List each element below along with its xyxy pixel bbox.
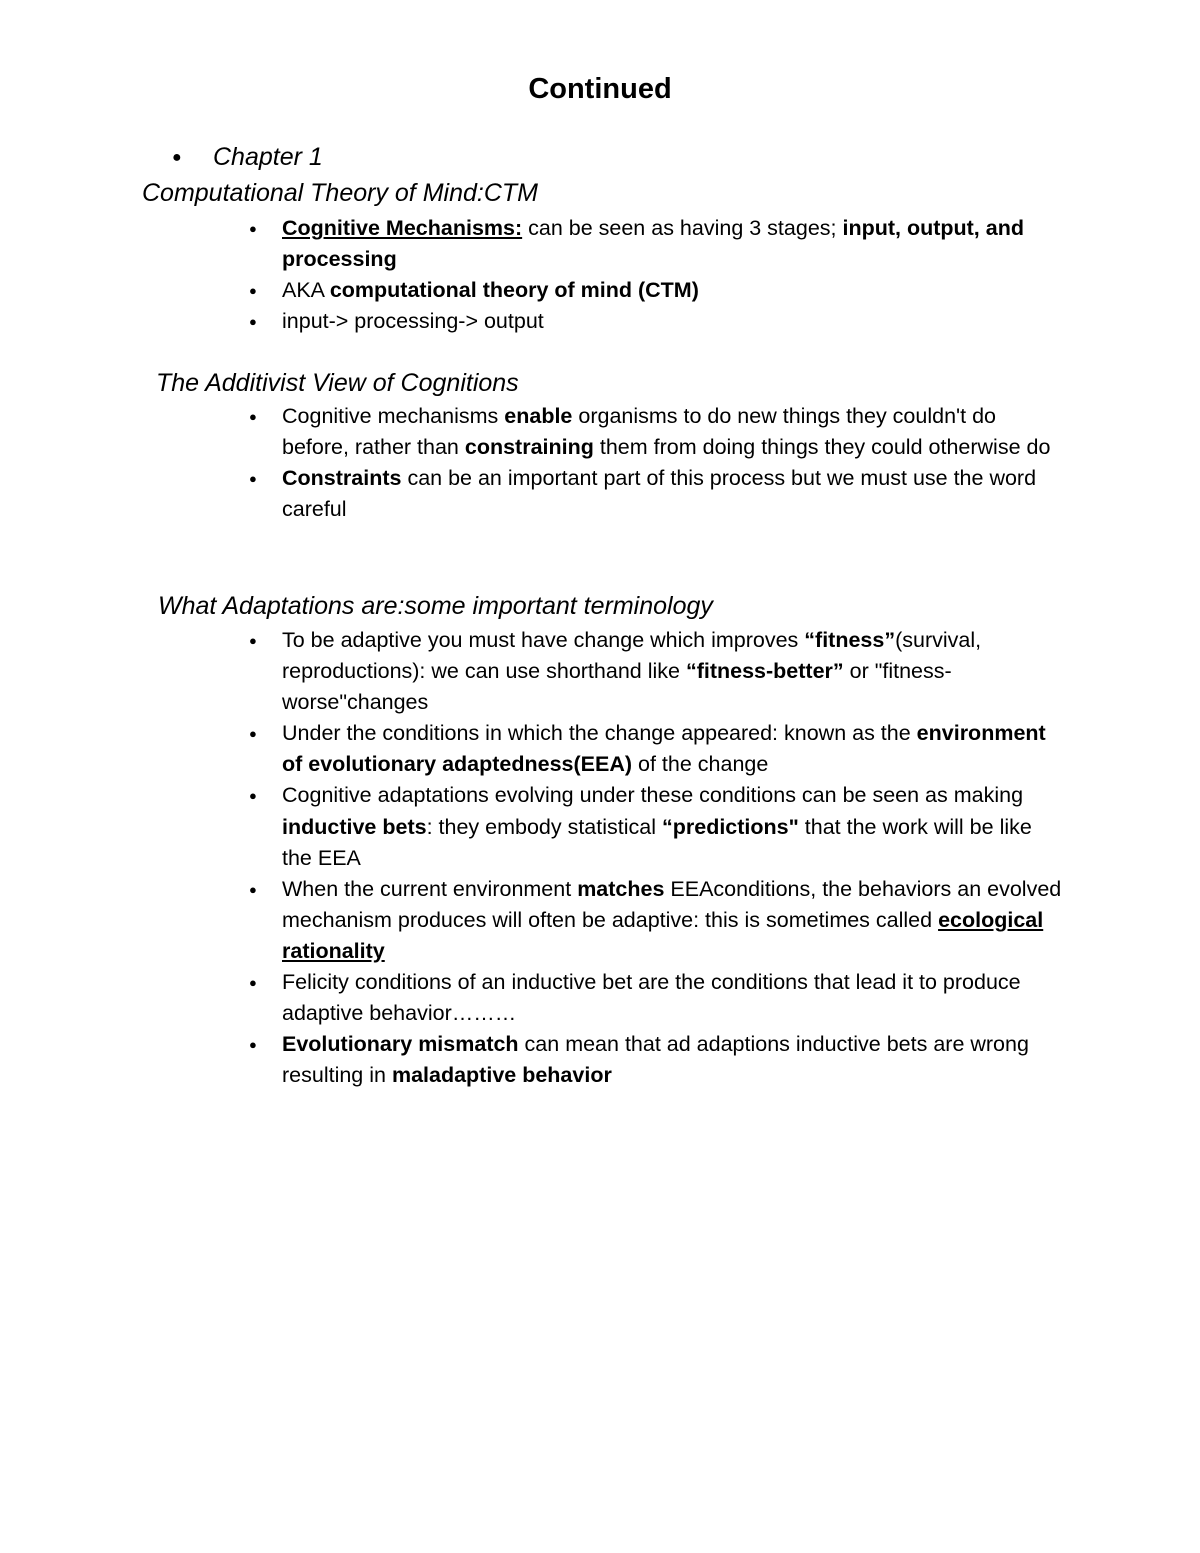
chapter-label: Chapter 1 [213,143,323,171]
list-item: ● AKA computational theory of mind (CTM) [247,275,1067,306]
list-item: ● Cognitive Mechanisms: can be seen as having 3 stages; input, output, and processing [247,213,1067,275]
bullet-list-additivist [247,401,1067,525]
list-item: ● Felicity conditions of an inductive bet are the conditions that lead it to produce adaptive behavior……… [247,967,1067,1029]
list-item: ● Constraints can be an important part of this process but we must use the word careful [247,463,1067,525]
term: ecological rationality [282,907,1044,963]
section-heading-ctm: Computational Theory of Mind:CTM [142,179,538,207]
list-item: ● Cognitive adaptations evolving under these conditions can be seen as making inductive bets: they embody statistical “predictions" that the work will be like the EEA [247,780,1067,873]
list-item: ● To be adaptive you must have change which improves “fitness”(survival, reproductions): we can use shorthand like “fitness-better” or "fitness-worse"changes [247,625,1067,718]
list-item: ● Evolutionary mismatch can mean that ad adaptions inductive bets are wrong resulting in maladaptive behavior [247,1029,1067,1091]
chapter-item [172,141,323,174]
list-item: ● Under the conditions in which the change appeared: known as the environment of evolutionary adaptedness(EEA) of the change [247,718,1067,780]
section-heading-adaptations: What Adaptations are:some important terminology [158,592,713,620]
bullet-list-adaptations [247,625,1067,1091]
bullet-icon: ● [172,149,182,166]
list-item: ● input-> processing-> output [247,306,1067,337]
term: Cognitive Mechanisms: [282,216,523,240]
bullet-list-ctm [247,213,1067,337]
section-heading-additivist: The Additivist View of Cognitions [156,369,519,397]
list-item: ● When the current environment matches EEAconditions, the behaviors an evolved mechanism produces will often be adaptive: this is sometimes called ecological rationality [247,874,1067,967]
list-item: ● Cognitive mechanisms enable organisms to do new things they couldn't do before, rather than constraining them from doing things they could otherwise do [247,401,1067,463]
page-title: Continued [528,73,672,105]
